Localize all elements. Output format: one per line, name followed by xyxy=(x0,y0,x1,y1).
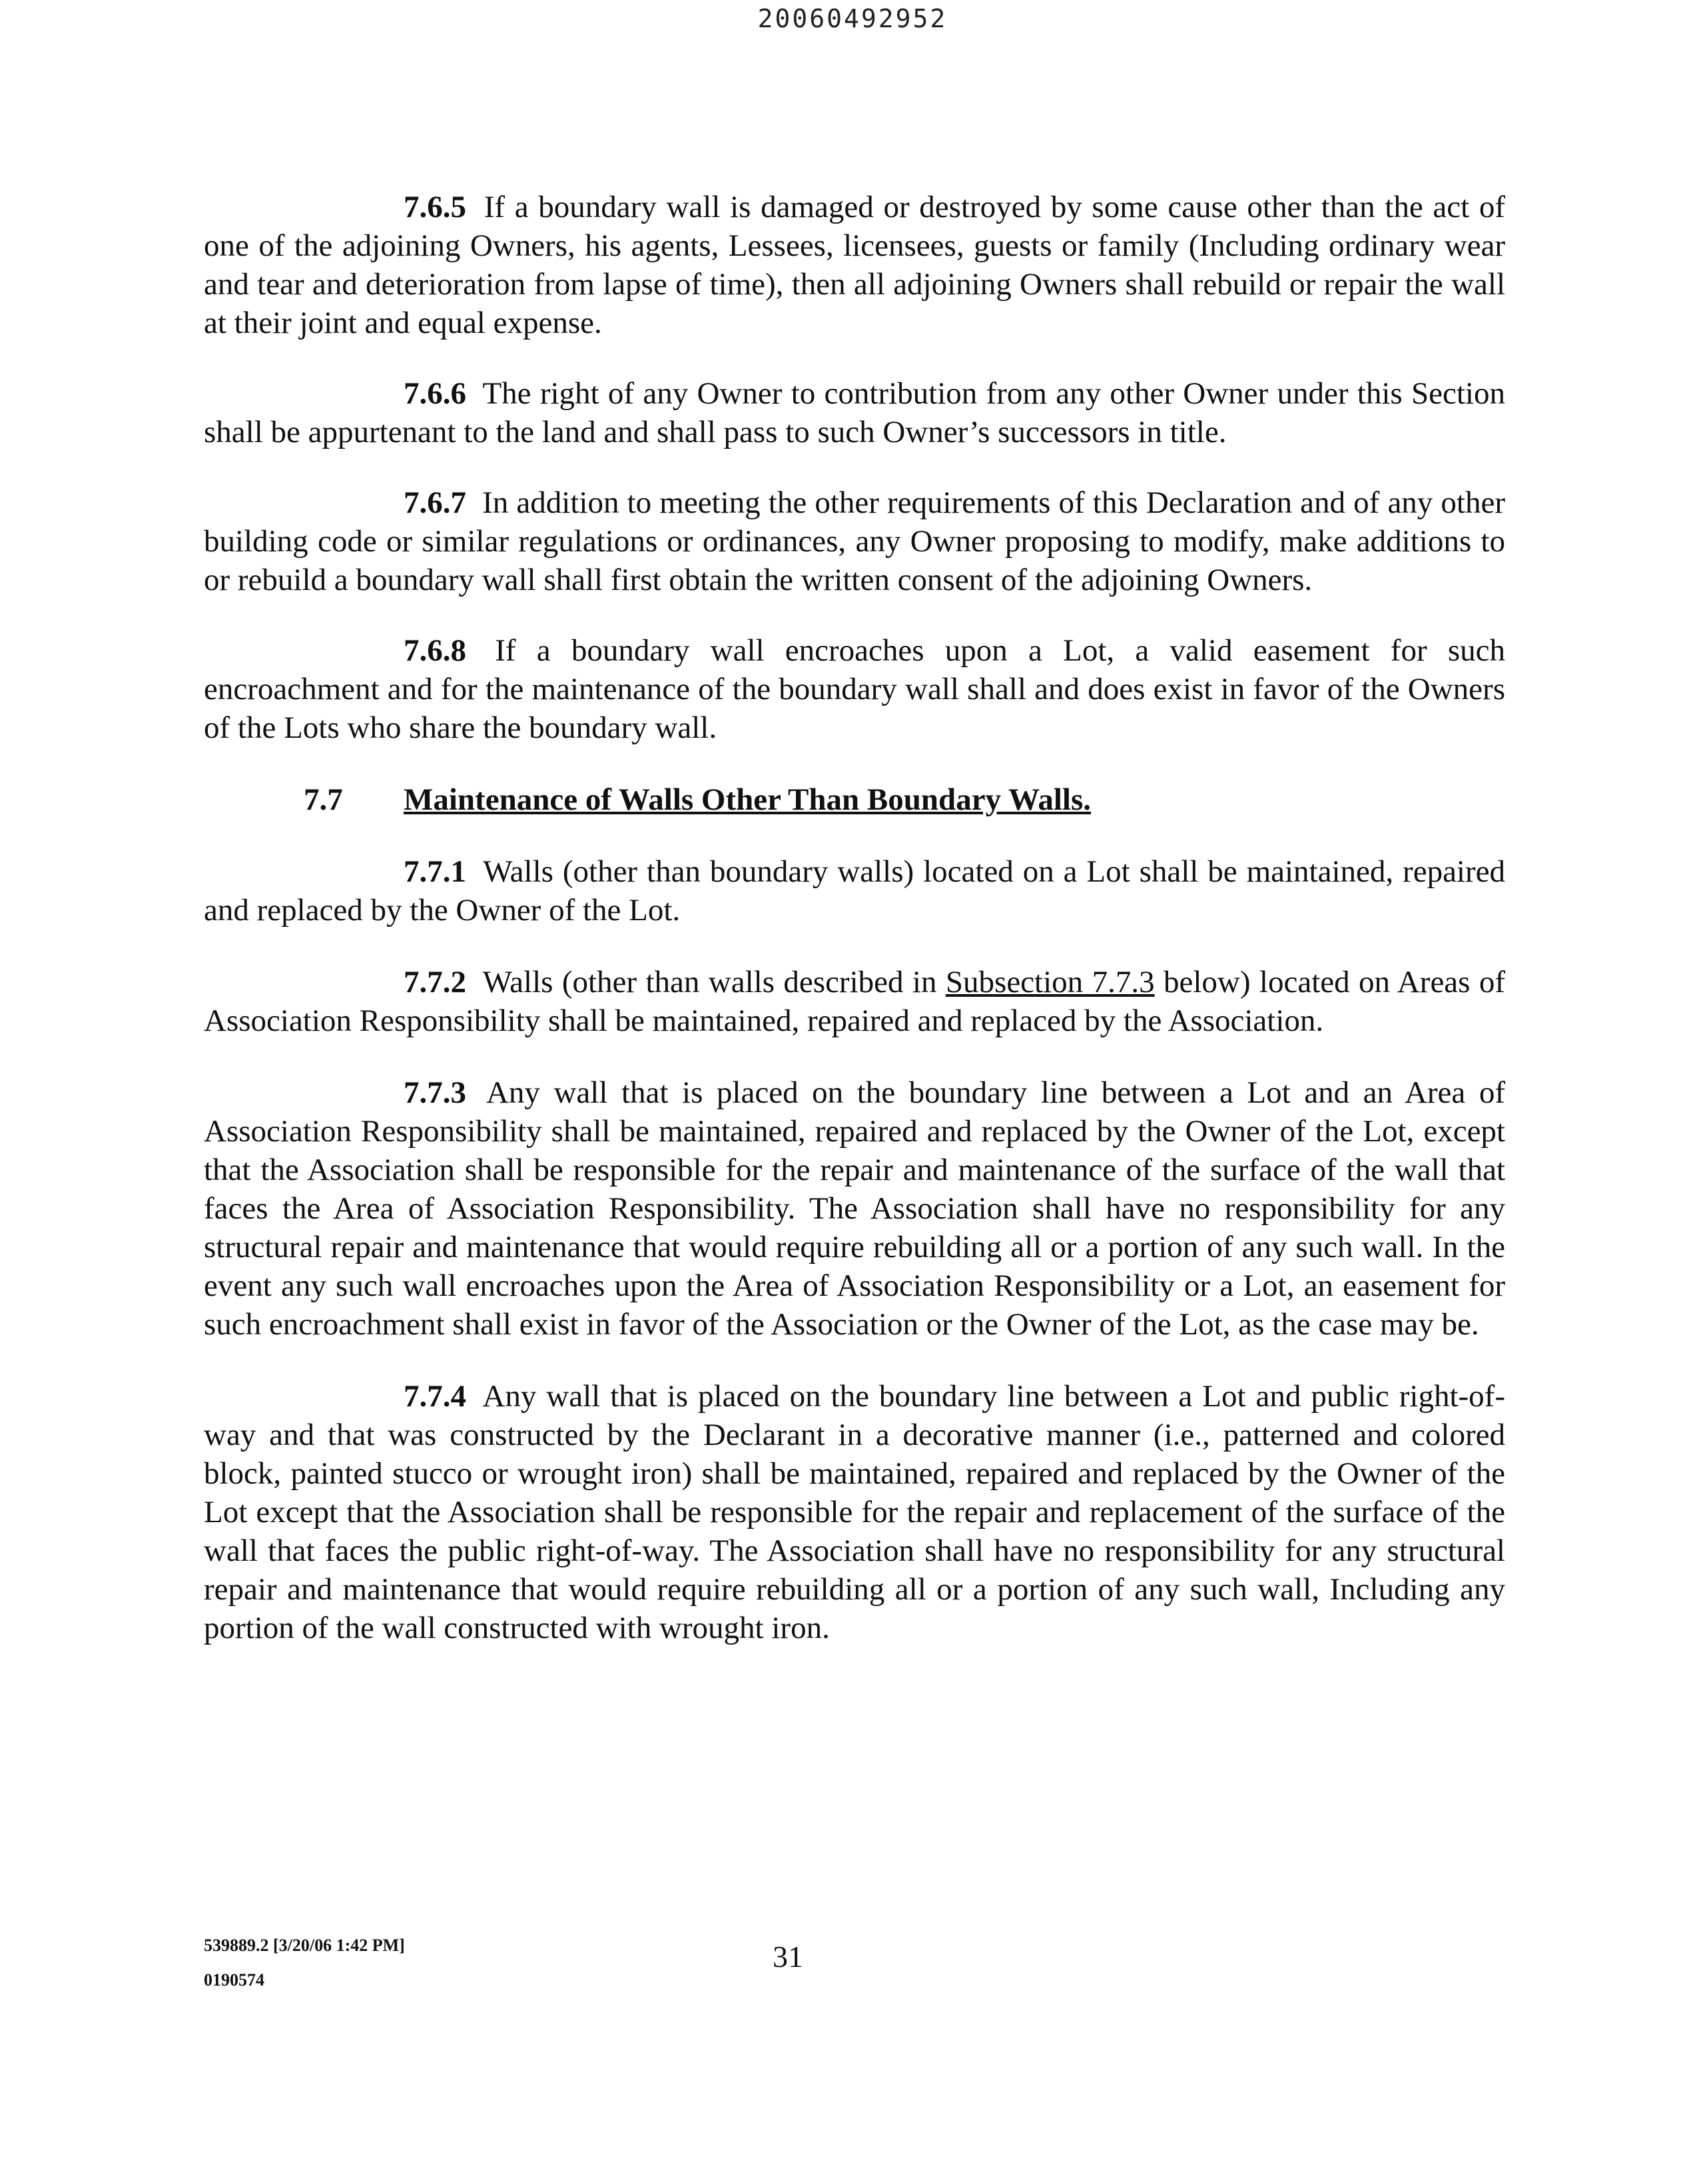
section-number: 7.6.7 xyxy=(404,485,466,520)
section-number: 7.7.1 xyxy=(404,854,466,889)
footer-document-id xyxy=(204,1928,405,1998)
section-number: 7.6.8 xyxy=(404,633,466,668)
document-body xyxy=(204,188,1505,1647)
subsection-7-7-3 xyxy=(204,1073,1505,1344)
section-heading-7-7 xyxy=(204,780,1505,819)
section-text: The right of any Owner to contribution from any other Owner under this Section shall be appurtenant to the land and shall pass to such Owner’s successors in title. xyxy=(204,376,1505,449)
subsection-7-7-1 xyxy=(204,852,1505,930)
section-number: 7.7.4 xyxy=(404,1379,466,1414)
section-number: 7.6.6 xyxy=(404,376,466,411)
section-number: 7.6.5 xyxy=(404,190,466,224)
section-7-6-6 xyxy=(204,374,1505,451)
section-number: 7.7.2 xyxy=(404,965,466,999)
section-7-6-5 xyxy=(204,188,1505,342)
page-number: 31 xyxy=(773,1940,803,1974)
section-text: Any wall that is placed on the boundary line between a Lot and an Area of Association Responsibility shall be maintained, repaired and replaced by the Owner of the Lot, except that the Association shall be responsible for the repair and maintenance of the surface of the wall that faces the Area of Association Responsibility. The Association shall have no responsibility for any structural repair and maintenance that would require rebuilding all or a portion of any such wall. In the event any such wall encroaches upon the Area of Association Responsibility or a Lot, an easement for such encroachment shall exist in favor of the Association or the Owner of the Lot, as the case may be. xyxy=(204,1075,1505,1342)
section-text: below) located on Areas of Association Responsibility shall be maintained, repaired and replaced by the Association. xyxy=(204,965,1506,1038)
section-text: Walls (other than walls described in xyxy=(482,965,937,999)
subsection-reference-link: Subsection 7.7.3 xyxy=(945,965,1155,999)
section-text: If a boundary wall is damaged or destroyed by some cause other than the act of one of the adjoining Owners, his agents, Lessees, licensees, guests or family (Including ordinary wear and tear and deterioration from lapse of time), then all adjoining Owners shall rebuild or repair the wall at their joint and equal expense. xyxy=(204,190,1505,340)
document-number: 20060492952 xyxy=(757,4,948,33)
section-number: 7.7.3 xyxy=(404,1075,466,1110)
section-text: Any wall that is placed on the boundary line between a Lot and public right-of-way and that was constructed by the Declarant in a decorative manner (i.e., patterned and colored block, painted stucco or wrought iron) shall be maintained, repaired and replaced by the Owner of the Lot except that the Association shall be responsible for the repair and replacement of the surface of the wall that faces the public right-of-way. The Association shall have no responsibility for any structural repair and maintenance that would require rebuilding all or a portion of any such wall, Including any portion of the wall constructed with wrought iron. xyxy=(204,1379,1505,1645)
footer-file-number: 0190574 xyxy=(204,1970,264,1990)
section-7-6-8 xyxy=(204,631,1505,747)
section-text: In addition to meeting the other requirements of this Declaration and of any other building code or similar regulations or ordinances, any Owner proposing to modify, make additions to or rebuild a boundary wall shall first obtain the written consent of the adjoining Owners. xyxy=(204,485,1506,597)
section-7-6-7 xyxy=(204,483,1505,599)
subsection-7-7-4 xyxy=(204,1377,1505,1647)
section-text: Walls (other than boundary walls) located on a Lot shall be maintained, repaired and replaced by the Owner of the Lot. xyxy=(204,854,1505,928)
subsection-7-7-2 xyxy=(204,963,1505,1040)
footer-doc-id: 539889.2 [3/20/06 1:42 PM] xyxy=(204,1936,405,1955)
section-text: If a boundary wall encroaches upon a Lot, a valid easement for such encroachment and for the maintenance of the boundary wall shall and does exist in favor of the Owners of the Lots who share the boundary wall. xyxy=(204,633,1505,745)
heading-number: 7.7 xyxy=(304,782,343,817)
heading-title: Maintenance of Walls Other Than Boundary Walls. xyxy=(404,782,1092,817)
